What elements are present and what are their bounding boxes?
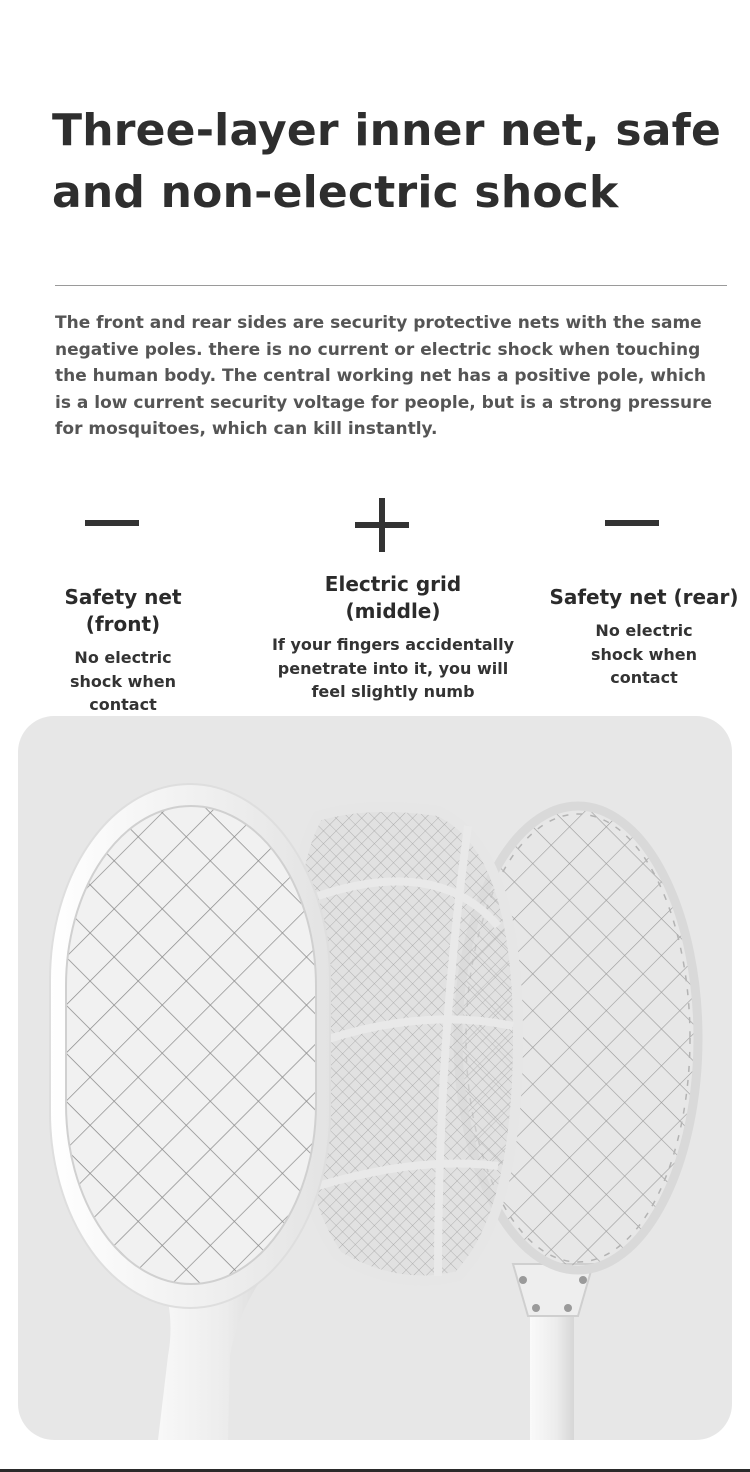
layer-front [30,584,216,717]
layer-rear-desc: No electric shock when contact [590,621,697,687]
minus-icon [85,520,139,528]
layer-rear [548,584,740,690]
product-photo [18,716,732,1440]
headline: Three-layer inner net, safe and non-electric shock [52,105,722,218]
divider [55,285,727,286]
layer-middle-desc: If your fingers accidentally penetrate into it, you will feel slightly numb [271,635,515,701]
racket-layers-illustration [18,716,732,1440]
plus-icon [355,498,409,552]
description: The front and rear sides are security protective nets with the same negative poles. there is no current or electric shock when touching the human body. The central working net has a positive pole, which is a low current security voltage for people, but is a strong pressure for mosquitoes, which can kill instantly. [55,313,713,439]
layer-rear-title: Safety net (rear) [549,585,739,609]
layer-front-title: Safety net (front) [64,585,182,636]
layer-middle-title: Electric grid (middle) [324,572,462,623]
minus-icon [605,520,659,528]
layer-middle [262,571,524,704]
front-racket [50,784,330,1440]
layer-front-desc: No electric shock when contact [69,648,176,714]
